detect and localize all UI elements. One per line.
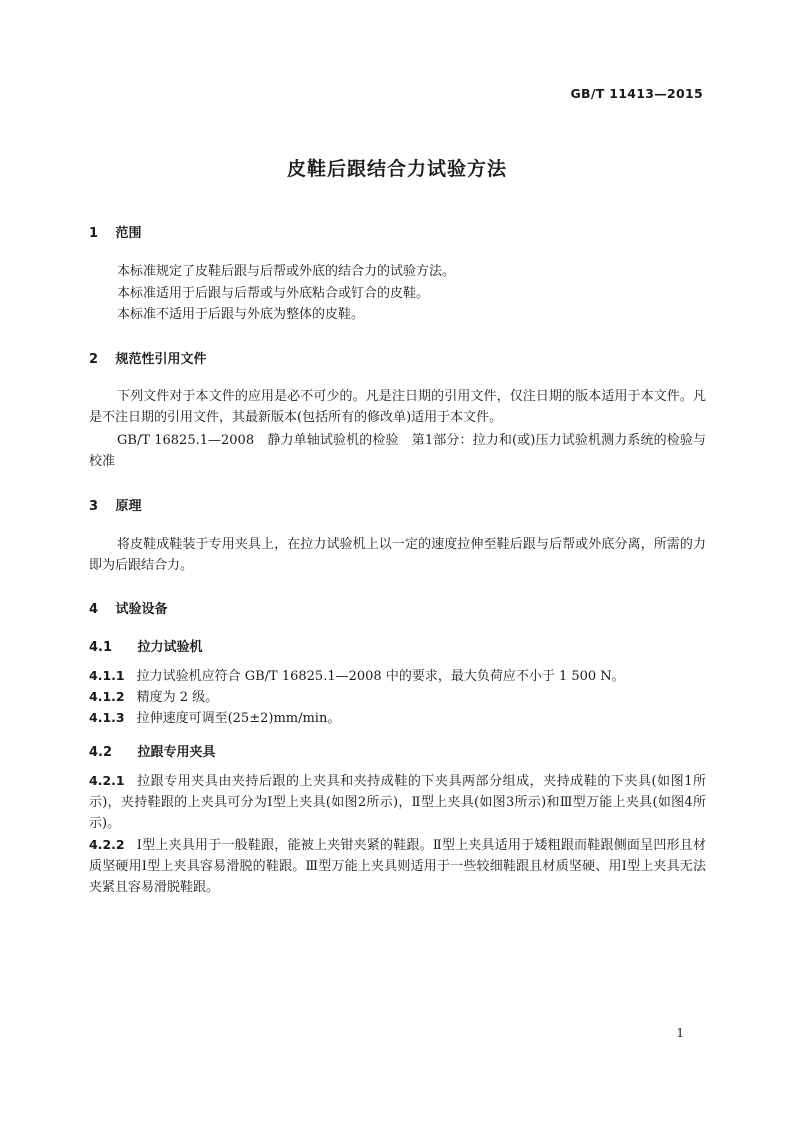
section-title: 拉力试验机	[137, 640, 203, 655]
section-1-paragraph-2: 本标准适用于后跟与后帮或与外底粘合或钉合的皮鞋。	[117, 286, 430, 301]
section-title: 范围	[115, 226, 142, 241]
clause-4-1-1	[89, 665, 706, 687]
clause-text: 拉力试验机应符合 GB/T 16825.1—2008 中的要求，最大负荷应不小于 1 500 N。	[136, 669, 625, 684]
clause-4-2-2	[89, 834, 706, 898]
clause-text: 拉跟专用夹具由夹持后跟的上夹具和夹持成鞋的下夹具两部分组成，夹持成鞋的下夹具(如图1所示)，夹持鞋跟的上夹具可分为Ⅰ型上夹具(如图2所示)，Ⅱ型上夹具(如图3所示)和Ⅲ型万能上夹具(如图4所示)。	[89, 774, 706, 831]
clause-text: Ⅰ型上夹具用于一般鞋跟，能被上夹钳夹紧的鞋跟。Ⅱ型上夹具适用于矮粗跟而鞋跟侧面呈凹形且材质坚硬用Ⅰ型上夹具容易滑脱的鞋跟。Ⅲ型万能上夹具则适用于一些较细鞋跟且材质坚硬、用Ⅰ型上夹具无法夹紧且容易滑脱鞋跟。	[89, 838, 706, 895]
clause-number: 4.1.1	[89, 668, 125, 683]
clause-4-1-3	[89, 707, 706, 729]
section-2-heading	[89, 348, 207, 367]
section-number: 4.2	[89, 745, 113, 760]
clause-text: 拉伸速度可调至(25±2)mm/min。	[136, 711, 341, 726]
section-1-paragraph-1: 本标准规定了皮鞋后跟与后帮或外底的结合力的试验方法。	[117, 264, 456, 279]
section-2-reference: GB/T 16825.1—2008 静力单轴试验机的检验 第1部分：拉力和(或)压力试验机测力系统的检验与校准	[89, 433, 706, 469]
page-number: 1	[676, 1026, 684, 1040]
section-title: 拉跟专用夹具	[137, 745, 216, 760]
clause-number: 4.1.3	[89, 710, 125, 725]
section-4-1-heading	[89, 636, 203, 655]
section-title: 试验设备	[115, 602, 168, 617]
section-3-paragraph-1: 将皮鞋成鞋装于专用夹具上，在拉力试验机上以一定的速度拉伸至鞋后跟与后帮或外底分离，所需的力即为后跟结合力。	[89, 537, 706, 573]
clause-number: 4.1.2	[89, 689, 125, 704]
clause-4-2-1	[89, 770, 706, 834]
page-title: 皮鞋后跟结合力试验方法	[286, 158, 507, 180]
section-4-heading	[89, 598, 168, 617]
clause-number: 4.2.1	[89, 773, 125, 788]
standard-number: GB/T 11413—2015	[570, 86, 703, 101]
section-number: 1	[89, 226, 99, 241]
section-3-heading	[89, 495, 142, 514]
section-1-heading	[89, 222, 142, 241]
section-title: 规范性引用文件	[115, 352, 207, 367]
section-number: 4	[89, 602, 99, 617]
clause-4-1-2	[89, 686, 706, 708]
section-2-paragraph-1: 下列文件对于本文件的应用是必不可少的。凡是注日期的引用文件，仅注日期的版本适用于本文件。凡是不注日期的引用文件，其最新版本(包括所有的修改单)适用于本文件。	[89, 389, 706, 425]
clause-text: 精度为 2 级。	[136, 690, 219, 705]
section-4-2-heading	[89, 741, 216, 760]
section-number: 4.1	[89, 640, 113, 655]
section-number: 2	[89, 352, 99, 367]
section-number: 3	[89, 499, 99, 514]
clause-number: 4.2.2	[89, 837, 125, 852]
section-title: 原理	[115, 499, 142, 514]
section-1-paragraph-3: 本标准不适用于后跟与外底为整体的皮鞋。	[117, 307, 365, 322]
